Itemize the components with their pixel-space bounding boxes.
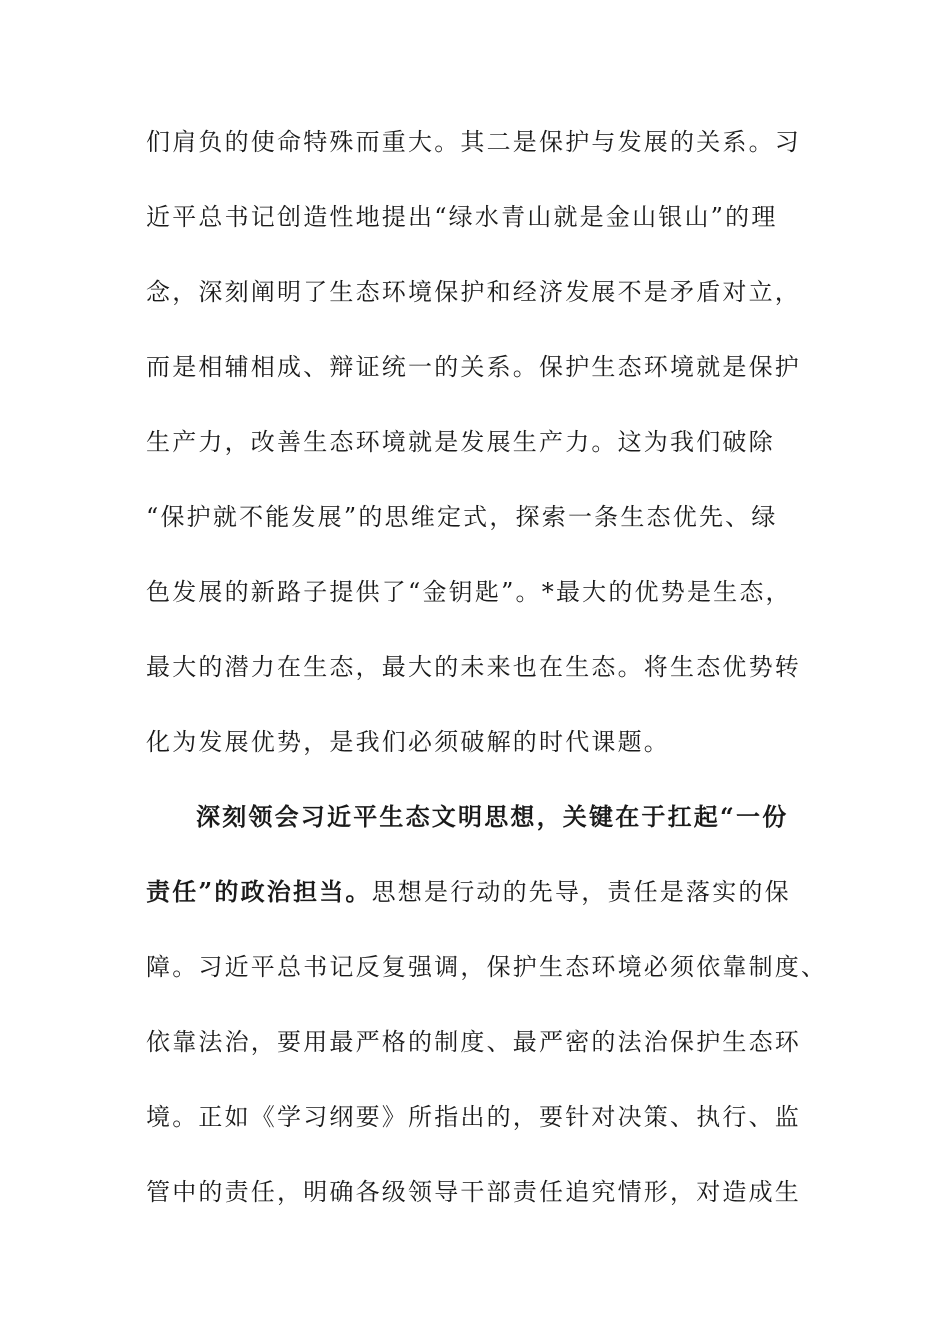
- body-text-line: 最大的潜力在生态，最大的未来也在生态。将生态优势转: [146, 653, 801, 681]
- body-text-line: 们肩负的使命特殊而重大。其二是保护与发展的关系。习: [146, 128, 801, 156]
- paragraph-heading-continuation: 责任”的政治担当。: [146, 877, 372, 906]
- body-text-line: 而是相辅相成、辩证统一的关系。保护生态环境就是保护: [146, 353, 801, 381]
- body-text-line: “保护就不能发展”的思维定式，探索一条生态优先、绿: [146, 503, 778, 531]
- body-text-segment: 思想是行动的先导，责任是落实的保: [371, 878, 791, 906]
- body-text-line: 化为发展优势，是我们必须破解的时代课题。: [146, 728, 670, 756]
- body-text-line: 依靠法治，要用最严格的制度、最严密的法治保护生态环: [146, 1028, 801, 1056]
- body-text-line: 色发展的新路子提供了“金钥匙”。*最大的优势是生态，: [146, 578, 792, 606]
- body-text-line: 生产力，改善生态环境就是发展生产力。这为我们破除: [146, 428, 775, 456]
- body-text-line: 境。正如《学习纲要》所指出的，要针对决策、执行、监: [146, 1103, 801, 1131]
- body-text-line: 管中的责任，明确各级领导干部责任追究情形，对造成生: [146, 1178, 801, 1206]
- body-text-line: 障。习近平总书记反复强调，保护生态环境必须依靠制度、: [146, 953, 828, 981]
- mixed-text-line: [146, 872, 846, 912]
- body-text-line: 念，深刻阐明了生态环境保护和经济发展不是矛盾对立，: [146, 278, 801, 306]
- paragraph-heading-line: 深刻领会习近平生态文明思想，关键在于扛起“一份: [196, 802, 789, 831]
- body-text-line: 近平总书记创造性地提出“绿水青山就是金山银山”的理: [146, 203, 778, 231]
